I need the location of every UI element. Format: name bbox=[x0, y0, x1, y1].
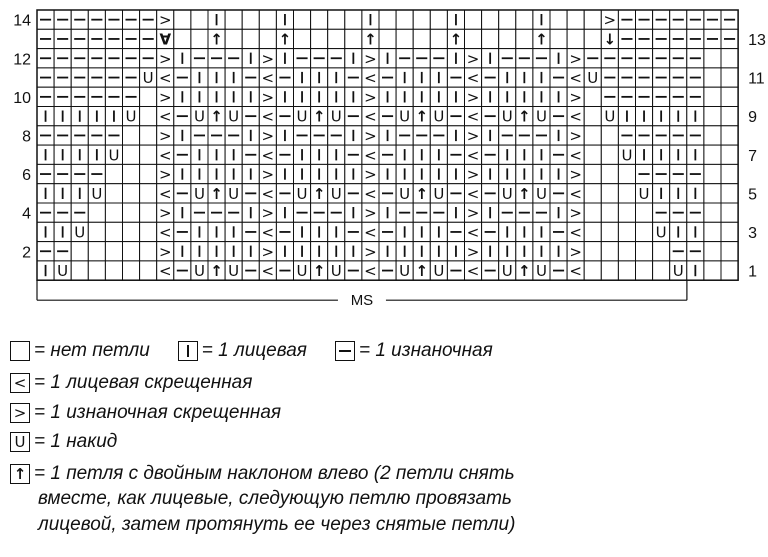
yarn-over-mark: U bbox=[330, 262, 342, 281]
chart-cell bbox=[618, 261, 635, 280]
chart-cell bbox=[191, 29, 208, 48]
chart-cell bbox=[123, 184, 140, 203]
chart-cell bbox=[601, 184, 618, 203]
purl-tbl-mark: > bbox=[364, 204, 377, 223]
row-number-right: 3 bbox=[748, 224, 758, 242]
chart-cell bbox=[225, 10, 242, 29]
double-decrease-mark: ↑ bbox=[312, 184, 326, 203]
chart-cell bbox=[105, 242, 122, 261]
chart-cell bbox=[88, 242, 105, 261]
chart-cell bbox=[721, 261, 738, 280]
legend-double-dec-line2: вместе, как лицевые, следующую петлю провязать bbox=[38, 488, 512, 509]
knit-tbl-mark: < bbox=[261, 184, 275, 203]
purl-tbl-mark: > bbox=[364, 242, 377, 261]
yarn-over-mark: U bbox=[535, 184, 547, 203]
chart-cell bbox=[721, 164, 738, 183]
chart-cell bbox=[345, 10, 362, 29]
chart-cell bbox=[584, 126, 601, 145]
chart-cell bbox=[584, 10, 601, 29]
knit-tbl-mark: < bbox=[261, 223, 275, 242]
purl-tbl-mark: > bbox=[261, 88, 275, 107]
chart-cell bbox=[88, 261, 105, 280]
row-number-left: 12 bbox=[13, 51, 31, 69]
legend-double-dec-line3: лицевой, затем протянуть ее через снятые петли) bbox=[38, 514, 516, 535]
purl-tbl-mark: > bbox=[261, 165, 275, 184]
purl-tbl-mark: > bbox=[158, 126, 172, 145]
yarn-over-mark: U bbox=[296, 107, 308, 126]
chart-cell bbox=[704, 222, 721, 241]
chart-cell bbox=[601, 261, 618, 280]
chart-cell bbox=[721, 145, 738, 164]
chart-cell bbox=[584, 29, 601, 48]
chart-cell bbox=[123, 242, 140, 261]
chart-cell bbox=[105, 222, 122, 241]
chart-cell bbox=[413, 10, 430, 29]
purl-tbl-mark: > bbox=[158, 88, 172, 107]
chart-cell bbox=[653, 242, 670, 261]
chart-cell bbox=[123, 222, 140, 241]
knit-tbl-mark: < bbox=[261, 146, 275, 165]
double-decrease-mark: ↑ bbox=[518, 184, 531, 203]
purl-tbl-mark: > bbox=[569, 165, 582, 184]
chart-cell bbox=[516, 29, 533, 48]
chart-cell bbox=[721, 87, 738, 106]
chart-cell bbox=[584, 145, 601, 164]
chart-cell bbox=[123, 261, 140, 280]
legend-knit-text: = 1 лицевая bbox=[201, 340, 307, 361]
row-number-right: 7 bbox=[748, 147, 758, 165]
chart-cell bbox=[584, 87, 601, 106]
chart-cell bbox=[140, 242, 157, 261]
chart-cell bbox=[242, 10, 259, 29]
knit-tbl-mark: < bbox=[466, 262, 480, 281]
double-decrease-mark: ↑ bbox=[449, 30, 463, 49]
chart-cell bbox=[704, 107, 721, 126]
chart-cell bbox=[259, 29, 276, 48]
double-decrease-mark: ↑ bbox=[278, 30, 292, 49]
chart-cell bbox=[413, 29, 430, 48]
chart-cell bbox=[465, 29, 482, 48]
purl-tbl-mark: > bbox=[158, 11, 172, 30]
chart-cell bbox=[721, 68, 738, 87]
yarn-over-mark: U bbox=[433, 107, 445, 126]
chart-cell bbox=[636, 203, 653, 222]
yarn-over-mark: U bbox=[655, 223, 667, 242]
purl-tbl-mark: > bbox=[466, 126, 480, 145]
legend-yarn-over-text: = 1 накид bbox=[34, 431, 118, 452]
row-number-right: 1 bbox=[748, 263, 758, 281]
purl-tbl-mark: > bbox=[466, 242, 480, 261]
double-decrease-mark: ↑ bbox=[415, 262, 429, 281]
chart-cell bbox=[550, 10, 567, 29]
chart-cell bbox=[140, 87, 157, 106]
chart-cell bbox=[704, 164, 721, 183]
yarn-over-mark: U bbox=[535, 107, 547, 126]
knit-tbl-mark: < bbox=[261, 262, 275, 281]
chart-cell bbox=[123, 203, 140, 222]
legend-purl-tbl-text: = 1 изнаночная скрещенная bbox=[34, 402, 282, 423]
chart-cell bbox=[123, 126, 140, 145]
chart-cell bbox=[601, 145, 618, 164]
knit-tbl-mark: < bbox=[158, 184, 172, 203]
yarn-over-mark: U bbox=[296, 262, 308, 281]
legend-purl-text: = 1 изнаночная bbox=[358, 340, 493, 361]
knit-tbl-mark: < bbox=[569, 262, 582, 281]
double-decrease-mark: ↑ bbox=[312, 262, 326, 281]
yarn-over-mark: U bbox=[638, 184, 650, 203]
chart-cell bbox=[584, 107, 601, 126]
decrease-mark: ∀ bbox=[159, 30, 172, 49]
row-number-left: 2 bbox=[22, 244, 31, 262]
yarn-over-symbol-icon: U bbox=[10, 432, 30, 452]
chart-cell bbox=[721, 222, 738, 241]
yarn-over-mark: U bbox=[330, 184, 342, 203]
row-number-left: 10 bbox=[13, 89, 31, 107]
knit-tbl-mark: < bbox=[466, 184, 480, 203]
chart-cell bbox=[88, 222, 105, 241]
chart-cell bbox=[140, 145, 157, 164]
legend-row-2 bbox=[10, 371, 252, 395]
decrease-mark: ↓ bbox=[603, 30, 617, 49]
yarn-over-mark: U bbox=[399, 262, 411, 281]
yarn-over-mark: U bbox=[672, 262, 684, 281]
chart-cell bbox=[704, 242, 721, 261]
chart-cell bbox=[636, 222, 653, 241]
knit-tbl-mark: < bbox=[364, 69, 377, 88]
yarn-over-mark: U bbox=[535, 262, 547, 281]
chart-cell bbox=[140, 203, 157, 222]
chart-cell bbox=[584, 261, 601, 280]
yarn-over-mark: U bbox=[501, 107, 513, 126]
row-number-left: 6 bbox=[22, 167, 31, 185]
chart-cell bbox=[328, 10, 345, 29]
chart-cell bbox=[618, 184, 635, 203]
chart-cell bbox=[105, 184, 122, 203]
knit-tbl-mark: < bbox=[466, 69, 480, 88]
knit-tbl-mark: < bbox=[158, 262, 172, 281]
knit-tbl-mark: < bbox=[158, 223, 172, 242]
chart-cell bbox=[311, 29, 328, 48]
yarn-over-mark: U bbox=[91, 184, 103, 203]
chart-cell bbox=[601, 242, 618, 261]
chart-cell bbox=[704, 68, 721, 87]
knit-tbl-mark: < bbox=[466, 223, 480, 242]
chart-cell bbox=[294, 10, 311, 29]
legend-knit bbox=[178, 340, 307, 362]
chart-cell bbox=[704, 261, 721, 280]
double-decrease-mark: ↑ bbox=[210, 262, 223, 281]
yarn-over-mark: U bbox=[193, 107, 205, 126]
chart-cell bbox=[618, 242, 635, 261]
purl-tbl-mark: > bbox=[158, 204, 172, 223]
chart-cell bbox=[123, 145, 140, 164]
yarn-over-mark: U bbox=[108, 146, 120, 165]
chart-cell bbox=[704, 145, 721, 164]
chart-cell bbox=[140, 126, 157, 145]
chart-cell bbox=[584, 184, 601, 203]
chart-cell bbox=[242, 29, 259, 48]
chart-cell bbox=[636, 242, 653, 261]
yarn-over-mark: U bbox=[228, 184, 240, 203]
chart-cell bbox=[191, 10, 208, 29]
chart-cell bbox=[140, 164, 157, 183]
yarn-over-mark: U bbox=[433, 262, 445, 281]
purl-tbl-symbol-icon: > bbox=[10, 403, 30, 423]
purl-tbl-mark: > bbox=[364, 49, 377, 68]
double-decrease-mark: ↑ bbox=[210, 184, 223, 203]
chart-cell bbox=[311, 10, 328, 29]
chart-cell bbox=[396, 10, 413, 29]
purl-tbl-mark: > bbox=[158, 242, 172, 261]
chart-cell bbox=[601, 203, 618, 222]
knit-tbl-mark: < bbox=[569, 107, 582, 126]
knit-tbl-mark: < bbox=[569, 223, 582, 242]
chart-cell bbox=[465, 10, 482, 29]
yarn-over-mark: U bbox=[501, 184, 513, 203]
legend-purl bbox=[335, 340, 493, 362]
row-number-right: 11 bbox=[748, 70, 765, 88]
chart-cell bbox=[567, 29, 584, 48]
chart-cell bbox=[345, 29, 362, 48]
chart-cell bbox=[653, 261, 670, 280]
yarn-over-mark: U bbox=[399, 184, 411, 203]
chart-cell bbox=[430, 29, 447, 48]
purl-tbl-mark: > bbox=[364, 126, 377, 145]
purl-tbl-mark: > bbox=[569, 242, 582, 261]
knit-tbl-mark: < bbox=[364, 146, 377, 165]
chart-cell bbox=[721, 107, 738, 126]
chart-cell bbox=[88, 203, 105, 222]
chart-cell bbox=[140, 222, 157, 241]
empty-cell-icon bbox=[10, 341, 30, 361]
double-decrease-mark: ↑ bbox=[415, 184, 429, 203]
purl-tbl-mark: > bbox=[466, 49, 480, 68]
yarn-over-mark: U bbox=[621, 146, 633, 165]
double-decrease-mark: ↑ bbox=[518, 262, 531, 281]
double-decrease-mark: ↑ bbox=[415, 107, 429, 126]
chart-cell bbox=[704, 87, 721, 106]
knit-tbl-mark: < bbox=[569, 146, 582, 165]
knit-tbl-mark: < bbox=[569, 69, 582, 88]
yarn-over-mark: U bbox=[125, 107, 137, 126]
chart-cell bbox=[105, 164, 122, 183]
chart-cell bbox=[704, 203, 721, 222]
chart-cell bbox=[71, 261, 88, 280]
chart-cell bbox=[328, 29, 345, 48]
legend-no-stitch bbox=[10, 340, 150, 362]
yarn-over-mark: U bbox=[604, 107, 616, 126]
knit-tbl-mark: < bbox=[364, 223, 377, 242]
chart-cell bbox=[140, 184, 157, 203]
purl-tbl-mark: > bbox=[158, 49, 172, 68]
chart-cell bbox=[482, 10, 499, 29]
chart-cell bbox=[584, 203, 601, 222]
legend-row-5 bbox=[10, 462, 515, 486]
legend-no-stitch-text: = нет петли bbox=[34, 340, 150, 361]
purl-tbl-mark: > bbox=[261, 242, 275, 261]
double-decrease-mark: ↑ bbox=[535, 30, 548, 49]
purl-tbl-mark: > bbox=[569, 126, 582, 145]
yarn-over-mark: U bbox=[501, 262, 513, 281]
yarn-over-mark: U bbox=[142, 69, 154, 88]
purl-tbl-mark: > bbox=[261, 49, 275, 68]
double-decrease-mark: ↑ bbox=[364, 30, 377, 49]
knit-tbl-mark: < bbox=[261, 69, 275, 88]
chart-cell bbox=[499, 10, 516, 29]
chart-cell bbox=[379, 10, 396, 29]
yarn-over-mark: U bbox=[74, 223, 86, 242]
legend-row-4 bbox=[10, 430, 117, 454]
knit-tbl-symbol-icon: < bbox=[10, 373, 30, 393]
ms-label: MS bbox=[350, 292, 374, 310]
chart-cell bbox=[584, 242, 601, 261]
yarn-over-mark: U bbox=[193, 184, 205, 203]
row-number-right: 13 bbox=[748, 31, 766, 49]
row-number-right: 9 bbox=[748, 109, 758, 127]
chart-cell bbox=[140, 261, 157, 280]
knit-tbl-mark: < bbox=[466, 146, 480, 165]
legend-knit-tbl-text: = 1 лицевая скрещенная bbox=[34, 372, 253, 393]
purl-tbl-mark: > bbox=[569, 49, 582, 68]
knit-tbl-mark: < bbox=[466, 107, 480, 126]
knit-tbl-mark: < bbox=[158, 107, 172, 126]
chart-cell bbox=[721, 203, 738, 222]
yarn-over-mark: U bbox=[228, 107, 240, 126]
chart-cell bbox=[704, 49, 721, 68]
purl-tbl-mark: > bbox=[158, 165, 172, 184]
chart-cell bbox=[721, 126, 738, 145]
yarn-over-mark: U bbox=[193, 262, 205, 281]
chart-cell bbox=[618, 222, 635, 241]
chart-cell bbox=[499, 29, 516, 48]
chart-cell bbox=[105, 261, 122, 280]
yarn-over-mark: U bbox=[296, 184, 308, 203]
double-decrease-mark: ↑ bbox=[312, 107, 326, 126]
purl-tbl-mark: > bbox=[364, 165, 377, 184]
purl-tbl-mark: > bbox=[261, 204, 275, 223]
chart-cell bbox=[516, 10, 533, 29]
row-number-left: 4 bbox=[22, 205, 31, 223]
chart-cell bbox=[482, 29, 499, 48]
yarn-over-mark: U bbox=[399, 107, 411, 126]
chart-cell bbox=[601, 126, 618, 145]
chart-cell bbox=[584, 164, 601, 183]
chart-cell bbox=[105, 203, 122, 222]
chart-cell bbox=[140, 107, 157, 126]
purl-tbl-mark: > bbox=[569, 204, 582, 223]
knit-tbl-mark: < bbox=[364, 184, 377, 203]
double-decrease-mark: ↑ bbox=[210, 30, 223, 49]
purl-tbl-mark: > bbox=[466, 88, 480, 107]
purl-tbl-mark: > bbox=[466, 165, 480, 184]
chart-cell bbox=[704, 126, 721, 145]
purl-tbl-mark: > bbox=[364, 88, 377, 107]
double-decrease-symbol-icon: ↑ bbox=[10, 464, 30, 484]
yarn-over-mark: U bbox=[228, 262, 240, 281]
purl-tbl-mark: > bbox=[466, 204, 480, 223]
chart-cell bbox=[71, 242, 88, 261]
row-number-left: 14 bbox=[13, 12, 31, 30]
knit-tbl-mark: < bbox=[364, 107, 377, 126]
legend-row-1 bbox=[10, 339, 521, 363]
double-decrease-mark: ↑ bbox=[518, 107, 531, 126]
knit-tbl-mark: < bbox=[158, 146, 172, 165]
chart-cell bbox=[704, 184, 721, 203]
chart-cell bbox=[618, 203, 635, 222]
knit-tbl-mark: < bbox=[158, 69, 172, 88]
double-decrease-mark: ↑ bbox=[210, 107, 223, 126]
row-number-left: 8 bbox=[22, 128, 31, 146]
chart-cell bbox=[259, 10, 276, 29]
chart-cell bbox=[174, 29, 191, 48]
chart-cell bbox=[123, 164, 140, 183]
chart-cell bbox=[721, 49, 738, 68]
chart-cell bbox=[721, 242, 738, 261]
chart-cell bbox=[294, 29, 311, 48]
chart-cell bbox=[636, 261, 653, 280]
purl-tbl-mark: > bbox=[261, 126, 275, 145]
chart-cell bbox=[225, 29, 242, 48]
chart-cell bbox=[601, 164, 618, 183]
knit-tbl-mark: < bbox=[364, 262, 377, 281]
purl-tbl-mark: > bbox=[603, 11, 617, 30]
chart-cell bbox=[430, 10, 447, 29]
chart-cell bbox=[550, 29, 567, 48]
chart-cell bbox=[618, 164, 635, 183]
row-number-right: 5 bbox=[748, 186, 758, 204]
knit-symbol-icon bbox=[178, 341, 198, 361]
legend-row-3 bbox=[10, 401, 281, 425]
knit-tbl-mark: < bbox=[261, 107, 275, 126]
chart-cell bbox=[584, 222, 601, 241]
purl-tbl-mark: > bbox=[569, 88, 582, 107]
chart-cell bbox=[721, 184, 738, 203]
yarn-over-mark: U bbox=[330, 107, 342, 126]
chart-cell bbox=[174, 10, 191, 29]
knit-tbl-mark: < bbox=[569, 184, 582, 203]
yarn-over-mark: U bbox=[433, 184, 445, 203]
chart-cell bbox=[396, 29, 413, 48]
purl-symbol-icon bbox=[335, 341, 355, 361]
chart-cell bbox=[601, 222, 618, 241]
chart-cell bbox=[379, 29, 396, 48]
yarn-over-mark: U bbox=[57, 262, 69, 281]
yarn-over-mark: U bbox=[587, 69, 599, 88]
chart-cell bbox=[567, 10, 584, 29]
legend-double-dec-line1: = 1 петля с двойным наклоном влево (2 петли снять bbox=[34, 463, 515, 484]
